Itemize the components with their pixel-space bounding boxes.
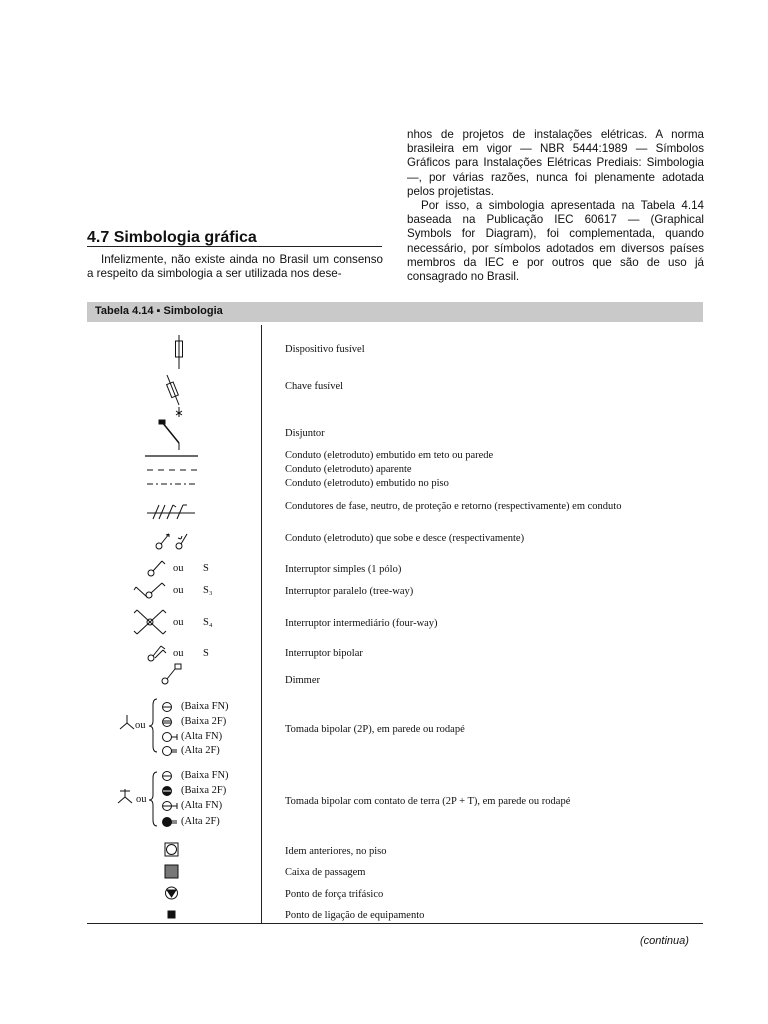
switch-letter-paralelo: S₃ [203, 585, 213, 596]
dimmer-symbol [162, 664, 181, 684]
right-column-text [407, 128, 704, 284]
right-paragraph-2: Por isso, a simbologia apresentada na Tabela 4.14 baseada na Publicação IEC 60617 — (Graphical Symbols for Diagram), foi complementada, quando necessário, por símbolos adotados em diversos países membros da IEC e por outros que são de uso já consagrado no Brasil. [407, 199, 704, 284]
row-desc-condutores: Condutores de fase, neutro, de proteção e retorno (respectivamente) em conduto [285, 501, 622, 512]
switch-letter-intermediario: S₄ [203, 617, 213, 628]
socket-2p-brace [149, 699, 157, 752]
junction-box-symbol [165, 865, 178, 878]
row-desc-caixa-passagem: Caixa de passagem [285, 867, 366, 878]
row-desc-interruptor-paralelo: Interruptor paralelo (tree-way) [285, 586, 414, 597]
row-desc-interruptor-intermediario: Interruptor intermediário (four-way) [285, 618, 438, 629]
section-intro: Infelizmente, não existe ainda no Brasil um consenso a respeito da simbologia a ser utilizada nos dese- [87, 253, 383, 281]
socket-2pt-option-icons [163, 772, 178, 827]
row-desc-idem-piso: Idem anteriores, no piso [285, 846, 387, 857]
table-caption: Tabela 4.14 ▪ Simbologia [95, 305, 223, 317]
row-desc-interruptor-simples: Interruptor simples (1 pólo) [285, 564, 402, 575]
equipment-point-symbol [168, 911, 175, 918]
ou-label-tomada-2p: ou [135, 720, 146, 731]
tomada-2pt-option-1: (Baixa FN) [181, 770, 229, 781]
row-desc-disjuntor: Disjuntor [285, 428, 325, 439]
row-desc-ponto-ligacao: Ponto de ligação de equipamento [285, 910, 425, 921]
socket-2pt-brace [149, 772, 157, 826]
row-desc-conduto-embutido: Conduto (eletroduto) embutido em teto ou parede [285, 450, 494, 461]
row-desc-ponto-forca: Ponto de força trifásico [285, 889, 384, 900]
tomada-2pt-option-3: (Alta FN) [181, 800, 223, 811]
table-bottom-rule [87, 923, 703, 924]
tomada-2p-option-4: (Alta 2F) [181, 745, 220, 756]
fuse-switch-symbol [167, 375, 182, 417]
row-desc-sobe-desce: Conduto (eletroduto) que sobe e desce (respectivamente) [285, 533, 525, 544]
tomada-2p-option-3: (Alta FN) [181, 731, 223, 742]
ou-label-tomada-2pt: ou [136, 794, 147, 805]
switch-four-way-symbol [134, 610, 166, 634]
conduit-up-down-symbols [156, 534, 187, 549]
switch-letter-bipolar: S [203, 648, 209, 659]
row-desc-dimmer: Dimmer [285, 675, 320, 686]
floor-outlet-symbol [165, 843, 178, 856]
section-rule [87, 246, 382, 247]
switch-letter-simples: S [203, 563, 209, 574]
right-paragraph-1: nhos de projetos de instalações elétricas. A norma brasileira em vigor — NBR 5444:1989 — Símbolos Gráficos para Instalações Elétricas Prediais: Simbologia —, por várias razões, nunca foi plenamente adotada pelos projetistas. [407, 128, 704, 198]
tomada-2pt-option-2: (Baixa 2F) [181, 785, 227, 796]
socket-2p-option-icons [163, 703, 178, 756]
row-desc-conduto-aparente: Conduto (eletroduto) aparente [285, 464, 412, 475]
conductors-symbol [147, 505, 195, 519]
switch-simple-symbol [148, 561, 165, 576]
row-desc-tomada-2p: Tomada bipolar (2P), em parede ou rodapé [285, 724, 465, 735]
continued-label: (continua) [640, 935, 689, 947]
row-desc-interruptor-bipolar: Interruptor bipolar [285, 648, 363, 659]
tomada-2p-option-2: (Baixa 2F) [181, 716, 227, 727]
ou-label-bipolar: ou [173, 648, 184, 659]
row-desc-fusivel: Dispositivo fusível [285, 344, 365, 355]
three-phase-point-symbol [166, 887, 178, 899]
section-title: 4.7 Simbologia gráfica [87, 229, 257, 246]
tomada-2p-option-1: (Baixa FN) [181, 701, 229, 712]
fuse-symbol [176, 335, 183, 369]
ou-label-paralelo: ou [173, 585, 184, 596]
row-desc-tomada-2pt: Tomada bipolar com contato de terra (2P + T), em parede ou rodapé [285, 796, 571, 807]
row-desc-chave-fusivel: Chave fusível [285, 381, 344, 392]
table-caption-bar [87, 302, 703, 322]
row-desc-conduto-piso: Conduto (eletroduto) embutido no piso [285, 478, 449, 489]
socket-2pt-base-symbol [118, 789, 132, 803]
switch-bipolar-symbol [148, 646, 166, 661]
ou-label-intermediario: ou [173, 617, 184, 628]
switch-three-way-symbol [134, 583, 165, 598]
table-column-divider [261, 325, 262, 923]
tomada-2pt-option-4: (Alta 2F) [181, 816, 220, 827]
socket-2p-base-symbol [120, 715, 134, 729]
circuit-breaker-symbol [159, 420, 179, 450]
ou-label-simples: ou [173, 563, 184, 574]
